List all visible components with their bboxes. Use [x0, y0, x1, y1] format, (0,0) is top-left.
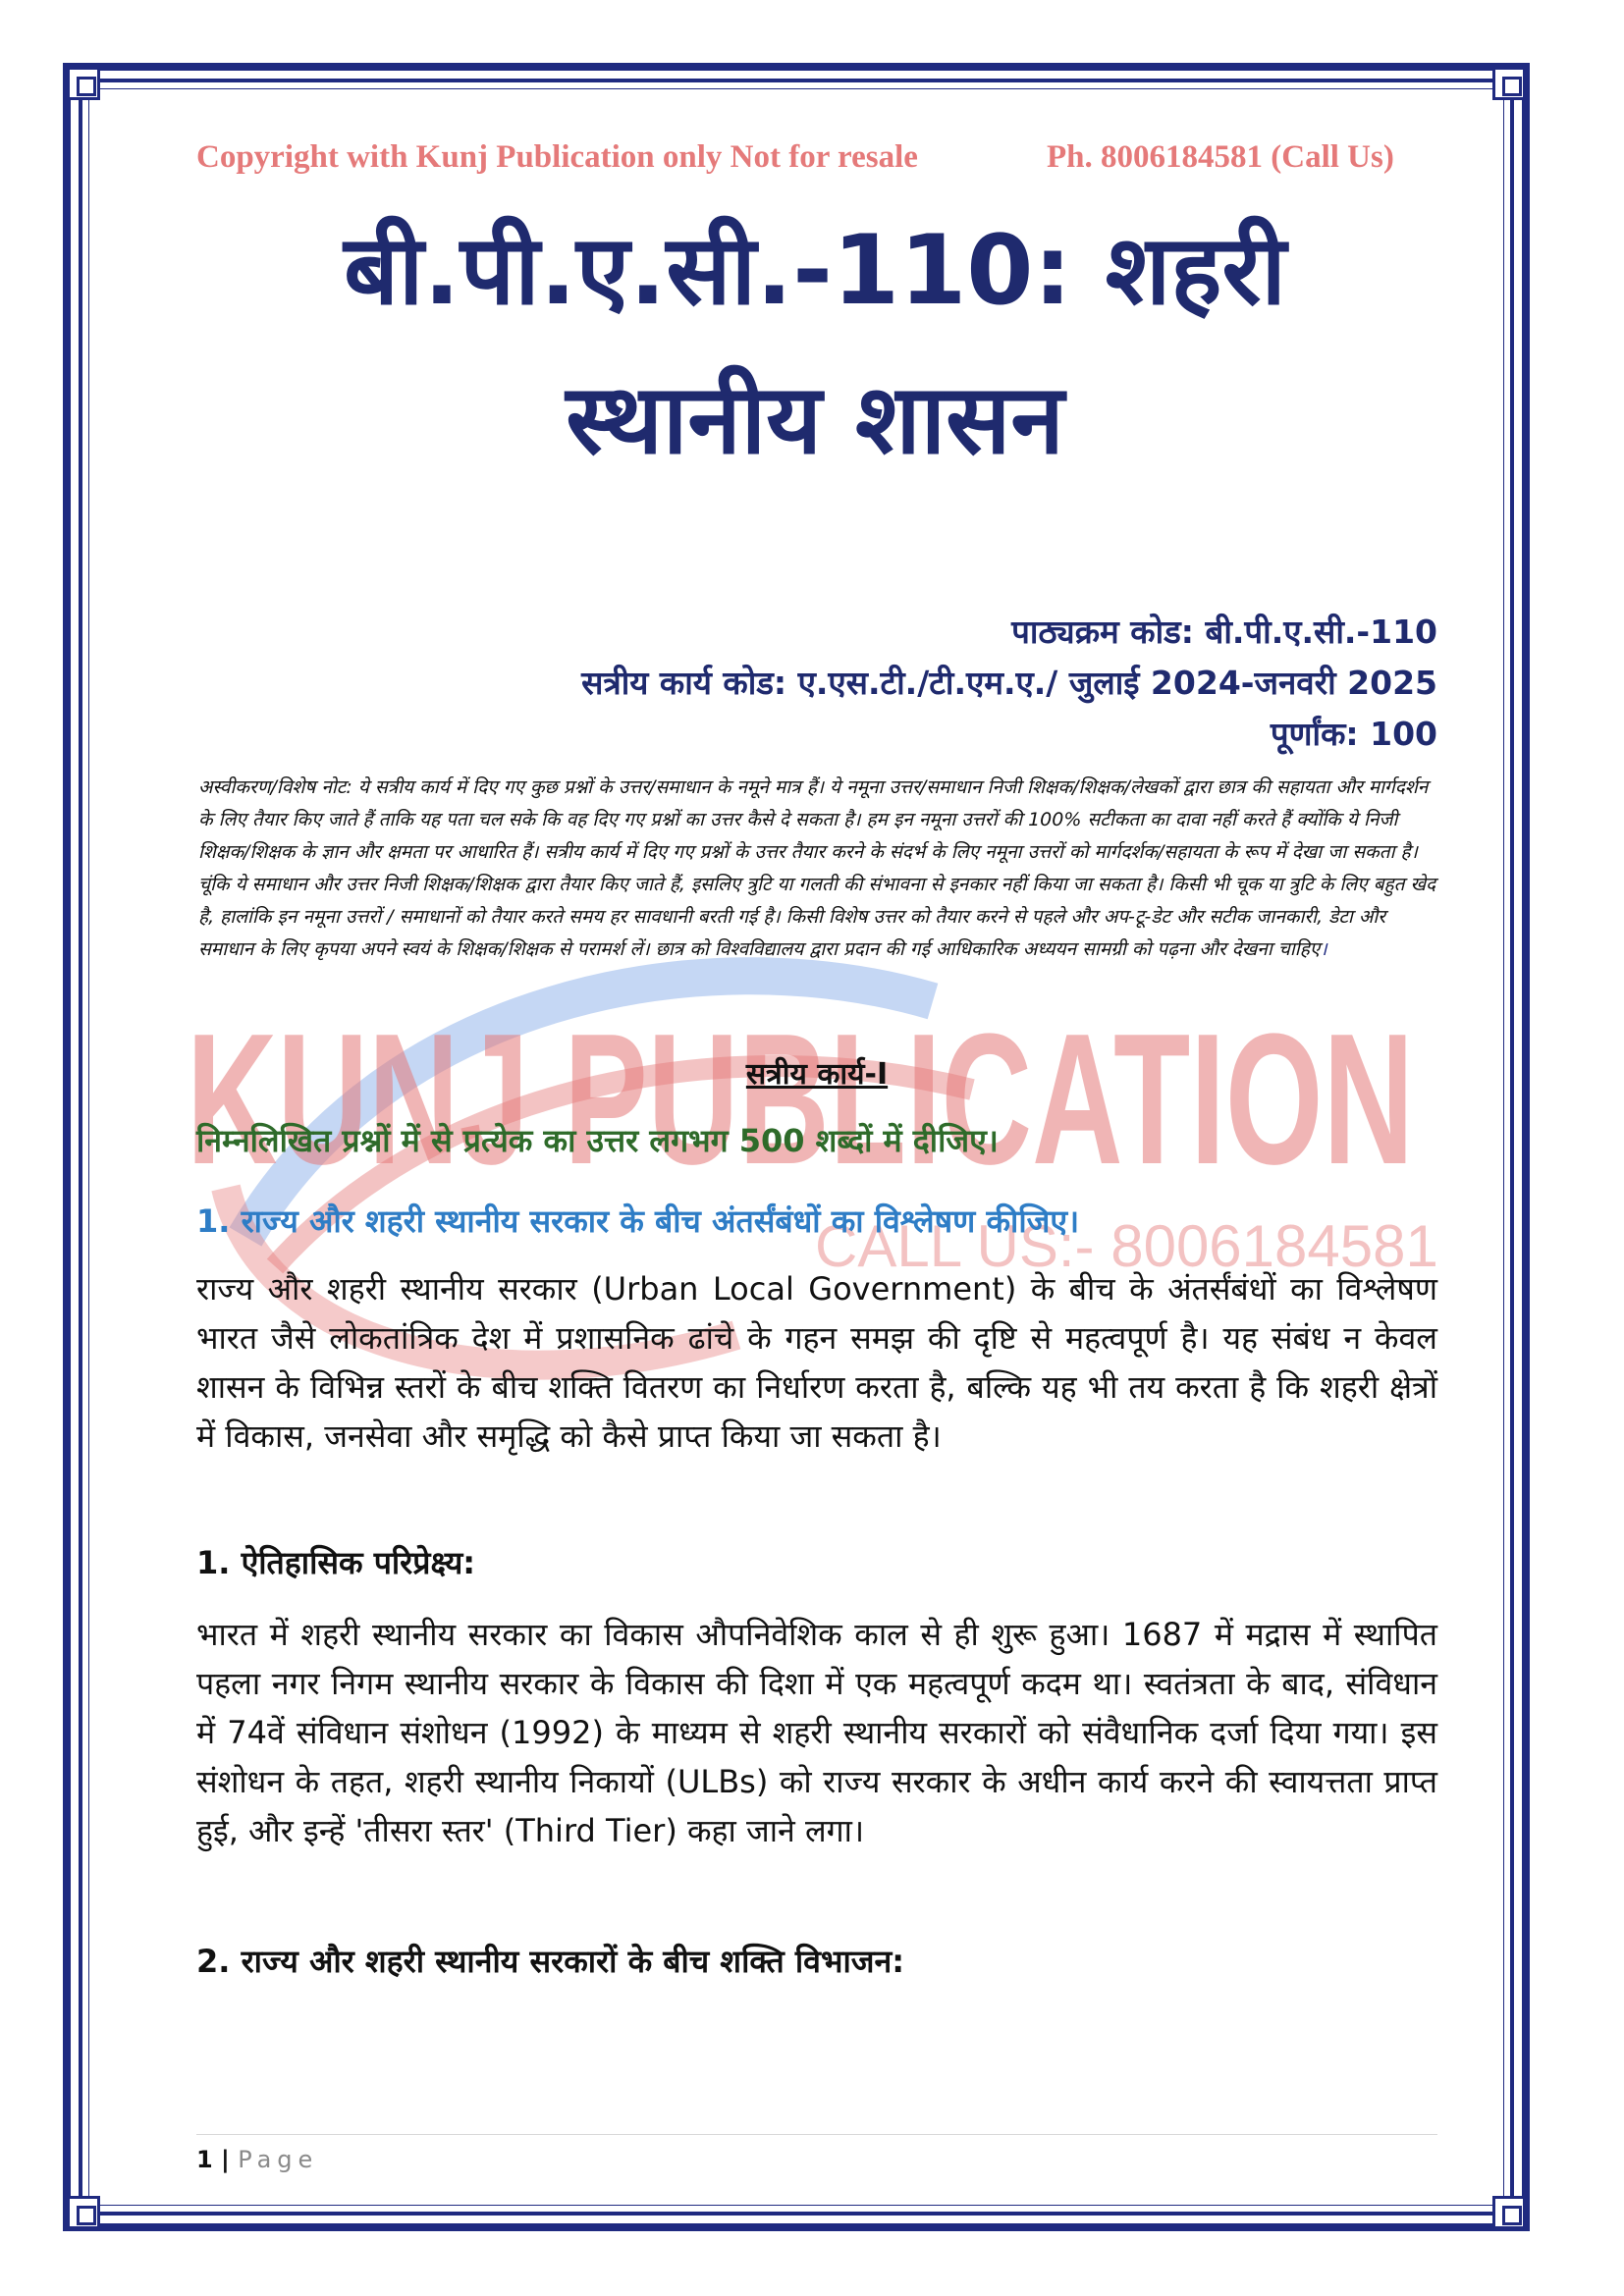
answer-instruction: निम्नलिखित प्रश्नों में से प्रत्येक का उत्तर लगभग 500 शब्दों में दीजिए। [196, 1122, 999, 1159]
assignment-section-heading: सत्रीय कार्य-I [745, 1057, 889, 1092]
watermark-call-text: CALL US:- 8006184581 [815, 1213, 1438, 1279]
copyright-line [196, 139, 1434, 176]
document-title [177, 196, 1453, 495]
title-line-2: स्थानीय शासन [566, 364, 1064, 476]
corner-ornament-bottom-left [67, 2196, 100, 2229]
subheading-power-division: 2. राज्य और शहरी स्थानीय सरकारों के बीच शक्ति विभाजन: [196, 1943, 905, 1980]
corner-ornament-top-right [1492, 67, 1526, 100]
page-separator: | [212, 2146, 239, 2173]
copyright-text: Copyright with Kunj Publication only Not for resale [196, 139, 918, 175]
max-marks: पूर्णांक: 100 [1270, 715, 1437, 753]
disclaimer-end-mark: । [1320, 938, 1327, 960]
question-1: 1. राज्य और शहरी स्थानीय सरकार के बीच अंतर्संबंधों का विश्लेषण कीजिए। [196, 1202, 1080, 1240]
page-number: 1 [196, 2146, 213, 2173]
historical-paragraph: भारत में शहरी स्थानीय सरकार का विकास औपनिवेशिक काल से ही शुरू हुआ। 1687 में मद्रास में स्थापित पहला नगर निगम स्थानीय सरकार के विकास की दिशा में एक महत्वपूर्ण कदम था। स्वतंत्रता के बाद, संविधान में 74वें संविधान संशोधन (1992) के माध्यम से शहरी स्थानीय सरकारों को संवैधानिक दर्जा दिया गया। इस संशोधन के तहत, शहरी स्थानीय निकायों (ULBs) को राज्य सरकार के अधीन कार्य करने की स्वायत्तता प्राप्त हुई, और इन्हें 'तीसरा स्तर' (Third Tier) कहा जाने लगा। [196, 1616, 1437, 1849]
disclaimer-note [198, 772, 1437, 966]
disclaimer-text: अस्वीकरण/विशेष नोट: ये सत्रीय कार्य में दिए गए कुछ प्रश्नों के उत्तर/समाधान के नमूने मात्र हैं। ये नमूना उत्तर/समाधान निजी शिक्षक/शिक्षक/लेखकों द्वारा छात्र की सहायता और मार्गदर्शन के लिए तैयार किए जाते हैं ताकि यह पता चल सके कि वह दिए गए प्रश्नों का उत्तर कैसे दे सकता है। हम इन नमूना उत्तरों की 100% सटीकता का दावा नहीं करते हैं क्योंकि ये निजी शिक्षक/शिक्षक के ज्ञान और क्षमता पर आधारित हैं। सत्रीय कार्य में दिए गए प्रश्नों के उत्तर तैयार करने के संदर्भ के लिए नमूना उत्तरों को मार्गदर्शक/सहायता के रूप में देखा जा सकता है। चूंकि ये समाधान और उत्तर निजी शिक्षक/शिक्षक द्वारा तैयार किए जाते हैं, इसलिए त्रुटि या गलती की संभावना से इनकार नहीं किया जा सकता है। किसी भी चूक या त्रुटि के लिए बहुत खेद है, हालांकि इन नमूना उत्तरों / समाधानों को तैयार करते समय हर सावधानी बरती गई है। किसी विशेष उत्तर को तैयार करने से पहले और अप-टू-डेट और सटीक जानकारी, डेटा और समाधान के लिए कृपया अपने स्वयं के शिक्षक/शिक्षक से परामर्श लें। छात्र को विश्वविद्यालय द्वारा प्रदान की गई आधिकारिक अध्ययन सामग्री को पढ़ना और देखना चाहिए [198, 776, 1436, 960]
intro-paragraph: राज्य और शहरी स्थानीय सरकार (Urban Local Government) के बीच के अंतर्संबंधों का विश्लेषण भारत जैसे लोकतांत्रिक देश में प्रशासनिक ढांचे के गहन समझ की दृष्टि से महत्वपूर्ण है। यह संबंध न केवल शासन के विभिन्न स्तरों के बीच शक्ति वितरण का निर्धारण करता है, बल्कि यह भी तय करता है कि शहरी क्षेत्रों में विकास, जनसेवा और समृद्धि को कैसे प्राप्त किया जा सकता है। [196, 1270, 1437, 1455]
page-label: Page [238, 2146, 319, 2173]
footer-divider [196, 2134, 1437, 2135]
subheading-historical-perspective: 1. ऐतिहासिक परिप्रेक्ष्य: [196, 1544, 476, 1581]
page-footer [196, 2146, 318, 2173]
watermark-brand-text: KUNJ PUBLICATION [187, 995, 1414, 1203]
assignment-code: सत्रीय कार्य कोड: ए.एस.टी./टी.एम.ए./ जुलाई 2024-जनवरी 2025 [581, 664, 1437, 702]
corner-ornament-top-left [67, 67, 100, 100]
corner-ornament-bottom-right [1492, 2196, 1526, 2229]
phone-text: Ph. 8006184581 (Call Us) [1047, 139, 1394, 175]
course-meta [581, 607, 1437, 760]
title-line-1: बी.पी.ए.सी.-110: शहरी [344, 215, 1286, 327]
course-code: पाठ्यक्रम कोड: बी.पी.ए.सी.-110 [1011, 613, 1437, 651]
